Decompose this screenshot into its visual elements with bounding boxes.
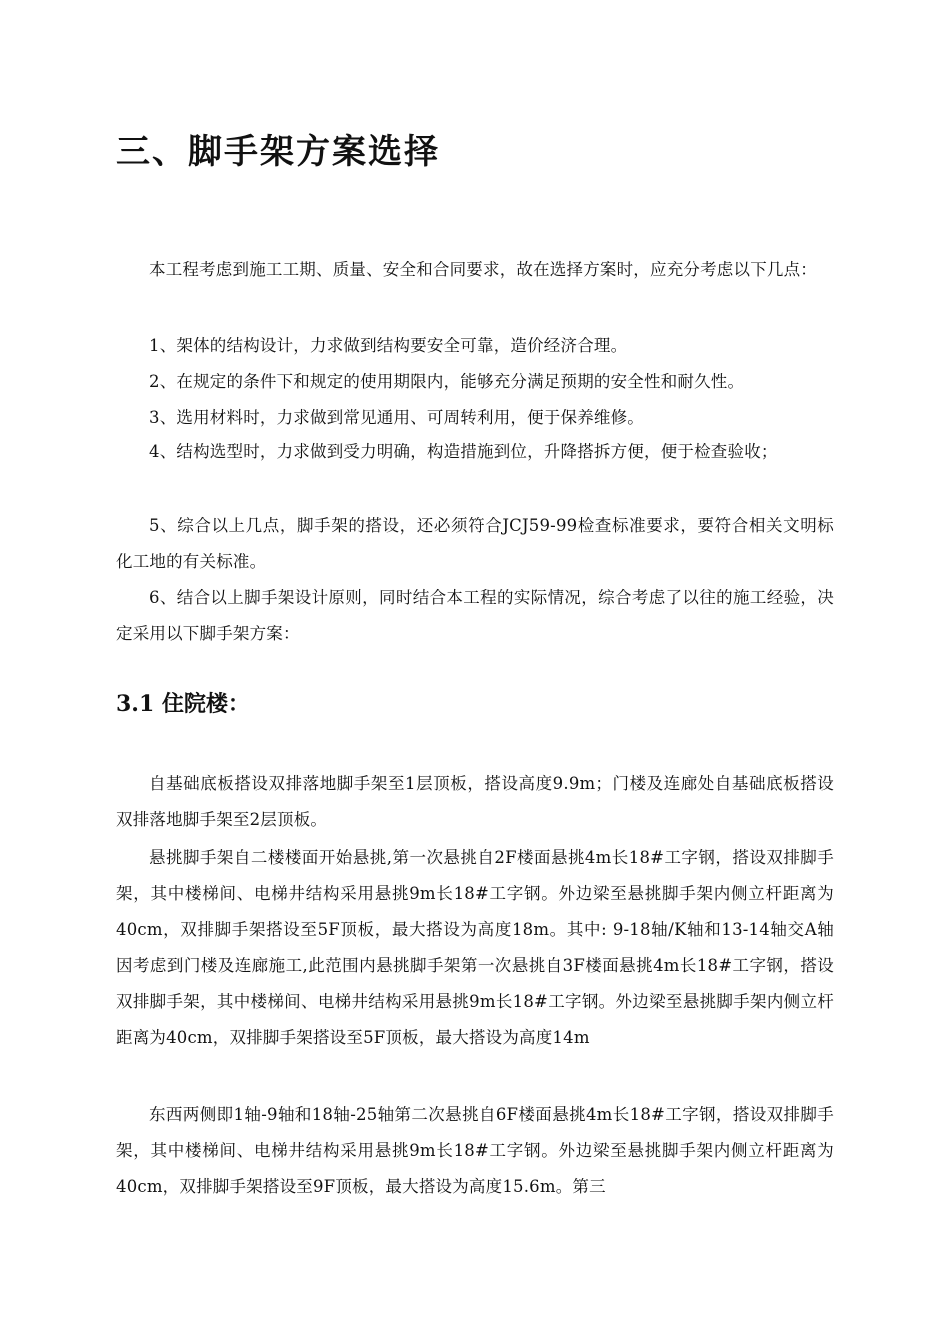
section-heading: 三、脚手架方案选择 <box>116 132 440 172</box>
list-item-1: 1、架体的结构设计，力求做到结构要安全可靠，造价经济合理。 <box>149 336 628 355</box>
list-item-3: 3、选用材料时，力求做到常见通用、可周转利用，便于保养维修。 <box>149 408 644 427</box>
list-item-2: 2、在规定的条件下和规定的使用期限内，能够充分满足预期的安全性和耐久性。 <box>149 372 745 391</box>
intro-paragraph: 本工程考虑到施工工期、质量、安全和合同要求，故在选择方案时，应充分考虑以下几点： <box>149 260 817 279</box>
subsection-paragraph: 东西两侧即1轴-9轴和18轴-25轴第二次悬挑自6F楼面悬挑4m长18#工字钢，搭设双排脚手架，其中楼梯间、电梯井结构采用悬挑9m长18#工字钢。外边梁至悬挑脚手架内侧立杆距离为40cm，双排脚手架搭设至9F顶板，最大搭设为高度15.6m。第三 <box>116 1105 834 1196</box>
subsection-paragraph: 自基础底板搭设双排落地脚手架至1层顶板，搭设高度9.9m；门楼及连廊处自基础底板搭设双排落地脚手架至2层顶板。 <box>116 774 834 829</box>
list-item-5: 5、综合以上几点，脚手架的搭设，还必须符合JCJ59-99检查标准要求，要符合相关文明标化工地的有关标准。 <box>116 516 834 571</box>
list-item-6: 6、结合以上脚手架设计原则，同时结合本工程的实际情况，综合考虑了以往的施工经验，决定采用以下脚手架方案： <box>116 588 834 643</box>
subsection-paragraph: 悬挑脚手架自二楼楼面开始悬挑,第一次悬挑自2F楼面悬挑4m长18#工字钢，搭设双排脚手架，其中楼梯间、电梯井结构采用悬挑9m长18#工字钢。外边梁至悬挑脚手架内侧立杆距离为40cm，双排脚手架搭设至5F顶板，最大搭设为高度18m。其中: 9-18轴/K轴和13-14轴交A轴因考虑到门楼及连廊施工,此范围内悬挑脚手架第一次悬挑自3F楼面悬挑4m长18#工字钢，搭设双排脚手架，其中楼梯间、电梯井结构采用悬挑9m长18#工字钢。外边梁至悬挑脚手架内侧立杆距离为40cm，双排脚手架搭设至5F顶板，最大搭设为高度14m <box>116 848 834 1047</box>
list-item-4: 4、结构选型时，力求做到受力明确，构造措施到位，升降搭拆方便，便于检查验收； <box>149 442 778 461</box>
subsection-heading: 3.1 住院楼： <box>116 691 250 717</box>
